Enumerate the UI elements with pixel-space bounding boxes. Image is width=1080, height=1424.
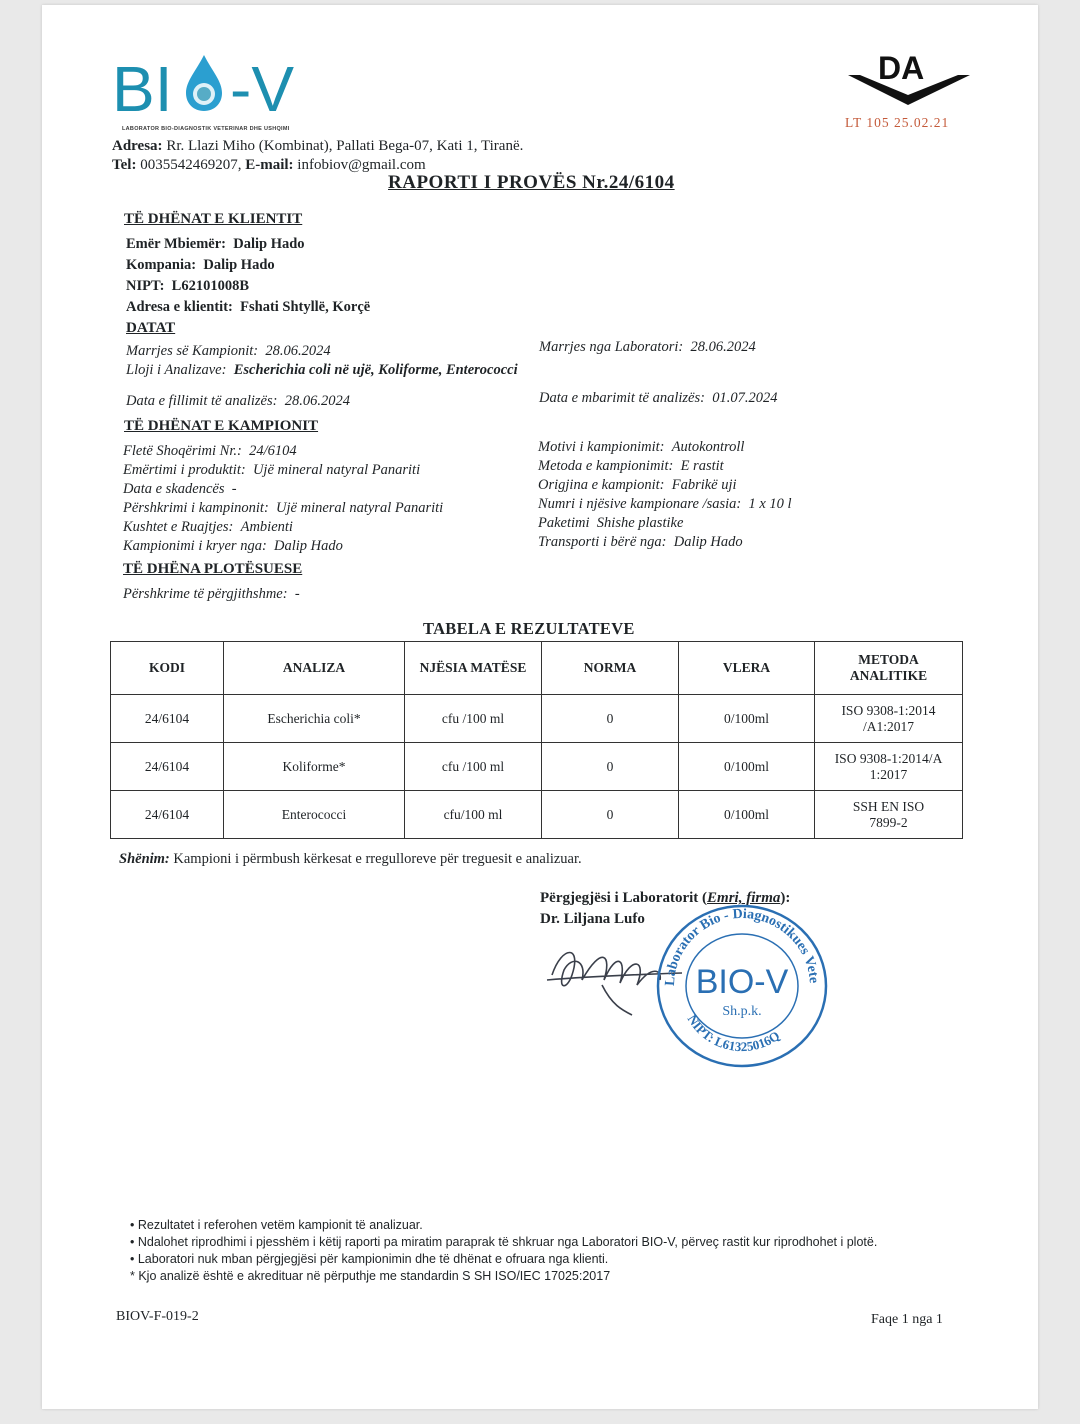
col-norm: NORMA: [542, 642, 679, 695]
results-body: [111, 695, 963, 839]
sample-left-field-value: Dalip Hado: [274, 538, 343, 554]
responsible-name: Dr. Liljana Lufo: [540, 911, 645, 927]
sample-left-field-label: Kampionimi i kryer nga:: [123, 538, 267, 554]
sample-right-field-label: Motivi i kampionimit:: [538, 439, 665, 455]
page-number: Faqe 1 nga 1: [871, 1312, 943, 1327]
analysis-type-label: Lloji i Analizave:: [126, 362, 227, 378]
sample-right-field-value: E rastit: [680, 458, 724, 474]
results-table: [110, 641, 963, 839]
table-row: [111, 791, 963, 839]
responsible-label: Përgjegjësi i Laboratorit (: [540, 890, 708, 906]
sampling-date-value: 28.06.2024: [265, 343, 331, 359]
sample-right-field: [538, 477, 737, 494]
sample-left-field: [123, 519, 293, 536]
footnotes: [130, 1217, 877, 1285]
sampling-date: [126, 343, 331, 360]
lab-receipt-date: [539, 339, 756, 356]
note-label: Shënim:: [119, 851, 170, 867]
sample-heading: TË DHËNAT E KAMPIONIT: [124, 418, 319, 434]
tel-label: Tel:: [112, 157, 137, 173]
cell-method-line2: 7899-2: [869, 814, 908, 830]
svg-text:BIO-V: BIO-V: [695, 963, 789, 1001]
lab-receipt-value: 28.06.2024: [690, 339, 756, 355]
svg-text:BI: BI: [112, 53, 173, 121]
footnote-4: * Kjo analizë është e akredituar në përputhje me standardin S SH ISO/IEC 17025:2017: [130, 1269, 611, 1283]
svg-text:NIPT: L61325016Q: NIPT: L61325016Q: [684, 1011, 783, 1055]
sample-right-field-value: Dalip Hado: [673, 534, 743, 550]
sample-left-field: [123, 500, 443, 517]
client-name: [126, 236, 305, 253]
table-row: [111, 743, 963, 791]
client-address: [126, 299, 370, 316]
col-method-line2: ANALITIKE: [849, 668, 928, 683]
svg-text:DA: DA: [878, 50, 925, 86]
analysis-start-label: Data e fillimit të analizës:: [126, 393, 278, 409]
sample-left-field-label: Përshkrimi i kampinonit:: [123, 500, 269, 516]
supplementary-heading: TË DHËNA PLOTËSUESE: [123, 561, 303, 577]
sample-right-field-label: Origjina e kampionit:: [538, 477, 665, 493]
cell-method-line2: 1:2017: [869, 766, 908, 782]
da-logo: [846, 47, 976, 117]
tel-value: 0035542469207,: [140, 157, 242, 173]
da-accreditation-code: LT 105 25.02.21: [845, 115, 950, 130]
client-address-value: Fshati Shtyllë, Korçë: [240, 299, 371, 315]
sample-left-field: [123, 443, 297, 460]
cell-value: 0/100ml: [679, 743, 815, 791]
general-description-label: Përshkrime të përgjithshme:: [123, 586, 288, 602]
sample-right-field-value: Shishe plastike: [596, 515, 684, 531]
col-unit: NJËSIA MATËSE: [405, 642, 542, 695]
col-method-line1: METODA: [858, 652, 919, 667]
sample-right-field: [538, 439, 744, 456]
table-row: [111, 695, 963, 743]
analysis-start-date: [126, 393, 350, 410]
client-nipt-value: L62101008B: [171, 278, 249, 294]
analysis-end-label: Data e mbarimit të analizës:: [539, 390, 705, 406]
client-name-value: Dalip Hado: [233, 236, 305, 252]
footnote-3: • Laboratori nuk mban përgjegjësi për kampionimin dhe të dhënat e ofruara nga klienti.: [130, 1252, 609, 1266]
sampling-date-label: Marrjes së Kampionit:: [126, 343, 259, 359]
bio-v-logo-mark: [112, 41, 312, 121]
cell-unit: cfu /100 ml: [405, 695, 542, 743]
general-description-value: -: [294, 586, 300, 602]
da-logo-mark: [846, 47, 976, 117]
col-method: [815, 642, 963, 695]
responsible-label-end: ):: [780, 890, 791, 906]
cell-analysis: Escherichia coli*: [224, 695, 405, 743]
sample-left-field-value: Ujë mineral natyral Panariti: [276, 500, 444, 516]
col-value: VLERA: [679, 642, 815, 695]
cell-code: 24/6104: [111, 791, 224, 839]
dates-heading: DATAT: [126, 320, 176, 336]
sample-right-field-label: Metoda e kampionimit:: [538, 458, 674, 474]
responsible-label-italic: Emri, firma: [707, 890, 781, 906]
results-header-row: [111, 642, 963, 695]
cell-method: [815, 743, 963, 791]
footnote-2: • Ndalohet riprodhimi i pjesshëm i këtij raporti pa miratim paraprak të shkruar nga Laboratori BIO-V, përveç rastit kur riprodhohet i plotë.: [130, 1235, 878, 1249]
sample-left-field-label: Kushtet e Ruajtjes:: [123, 519, 234, 535]
lab-stamp: [652, 901, 832, 1071]
cell-value: 0/100ml: [679, 695, 815, 743]
cell-code: 24/6104: [111, 695, 224, 743]
sample-right-field: [538, 534, 743, 551]
svg-text:-V: -V: [230, 53, 294, 121]
address-label: Adresa:: [112, 138, 163, 154]
analysis-start-value: 28.06.2024: [284, 393, 350, 409]
sample-right-field-label: Transporti i bërë nga:: [538, 534, 667, 550]
client-company-label: Kompania:: [126, 257, 197, 273]
sample-left-field: [123, 462, 420, 479]
address-value: Rr. Llazi Miho (Kombinat), Pallati Bega-07, Kati 1, Tiranë.: [166, 138, 524, 154]
sample-left-field: [123, 481, 237, 498]
analysis-end-value: 01.07.2024: [712, 390, 778, 406]
cell-analysis: Koliforme*: [224, 743, 405, 791]
sample-left-field-label: Data e skadencës: [123, 481, 225, 497]
sample-right-field: [538, 496, 792, 513]
cell-unit: cfu/100 ml: [405, 791, 542, 839]
sample-left-field-value: -: [231, 481, 237, 497]
col-analysis: ANALIZA: [224, 642, 405, 695]
sample-right-field-value: Autokontroll: [671, 439, 745, 455]
lab-address: [112, 138, 523, 155]
email-label: E-mail:: [245, 157, 294, 173]
results-caption: TABELA E REZULTATEVE: [423, 619, 635, 638]
note: [119, 851, 582, 868]
note-text: Kampioni i përmbush kërkesat e rregulloreve për treguesit e analizuar.: [173, 851, 582, 867]
client-address-label: Adresa e klientit:: [126, 299, 233, 315]
analysis-end-date: [539, 390, 777, 407]
sample-left-field-label: Fletë Shoqërimi Nr.:: [123, 443, 242, 459]
lab-subtitle: LABORATOR BIO-DIAGNOSTIK VETERINAR DHE USHQIMI: [122, 126, 290, 132]
svg-text:Laborator Bio - Diagnostikues: Laborator Bio - Diagnostikues Vete: [662, 906, 821, 987]
client-company-value: Dalip Hado: [203, 257, 275, 273]
client-heading: TË DHËNAT E KLIENTIT: [124, 211, 303, 227]
form-code: BIOV-F-019-2: [116, 1309, 199, 1324]
sample-left-field: [123, 538, 343, 555]
lab-receipt-label: Marrjes nga Laboratori:: [539, 339, 684, 355]
cell-unit: cfu /100 ml: [405, 743, 542, 791]
bio-v-logo: [112, 41, 312, 121]
lab-stamp-seal: [652, 901, 832, 1071]
cell-analysis: Enterococci: [224, 791, 405, 839]
lab-contact: [112, 157, 426, 174]
svg-text:Sh.p.k.: Sh.p.k.: [722, 1004, 762, 1019]
cell-method-line1: SSH EN ISO: [852, 798, 925, 814]
cell-norm: 0: [542, 791, 679, 839]
client-name-label: Emër Mbiemër:: [126, 236, 226, 252]
sample-left-field-value: Ambienti: [240, 519, 293, 535]
cell-method-line1: ISO 9308-1:2014/A: [834, 750, 943, 766]
cell-method: [815, 695, 963, 743]
col-code: KODI: [111, 642, 224, 695]
sample-left-field-label: Emërtimi i produktit:: [123, 462, 246, 478]
document-page: [42, 5, 1038, 1409]
analysis-type-value: Escherichia coli në ujë, Koliforme, Enterococci: [233, 362, 518, 378]
cell-value: 0/100ml: [679, 791, 815, 839]
sample-right-field-label: Paketimi: [538, 515, 590, 531]
cell-code: 24/6104: [111, 743, 224, 791]
client-nipt-label: NIPT:: [126, 278, 165, 294]
sample-right-field: [538, 458, 724, 475]
sample-right-field: [538, 515, 683, 532]
sample-right-field-value: Fabrikë uji: [671, 477, 737, 493]
general-description: [123, 586, 300, 603]
report-title: RAPORTI I PROVËS Nr.24/6104: [388, 172, 675, 193]
email-value: infobiov@gmail.com: [297, 157, 426, 173]
cell-method: [815, 791, 963, 839]
client-nipt: [126, 278, 249, 295]
cell-method-line2: /A1:2017: [862, 718, 914, 734]
cell-norm: 0: [542, 695, 679, 743]
sample-left-field-value: Ujë mineral natyral Panariti: [252, 462, 421, 478]
cell-method-line1: ISO 9308-1:2014: [841, 702, 936, 718]
cell-norm: 0: [542, 743, 679, 791]
sample-right-field-value: 1 x 10 l: [748, 496, 792, 512]
analysis-type: [126, 362, 518, 379]
footnote-1: • Rezultatet i referohen vetëm kampionit të analizuar.: [130, 1218, 423, 1232]
sample-left-field-value: 24/6104: [249, 443, 297, 459]
sample-right-field-label: Numri i njësive kampionare /sasia:: [538, 496, 742, 512]
client-company: [126, 257, 275, 274]
